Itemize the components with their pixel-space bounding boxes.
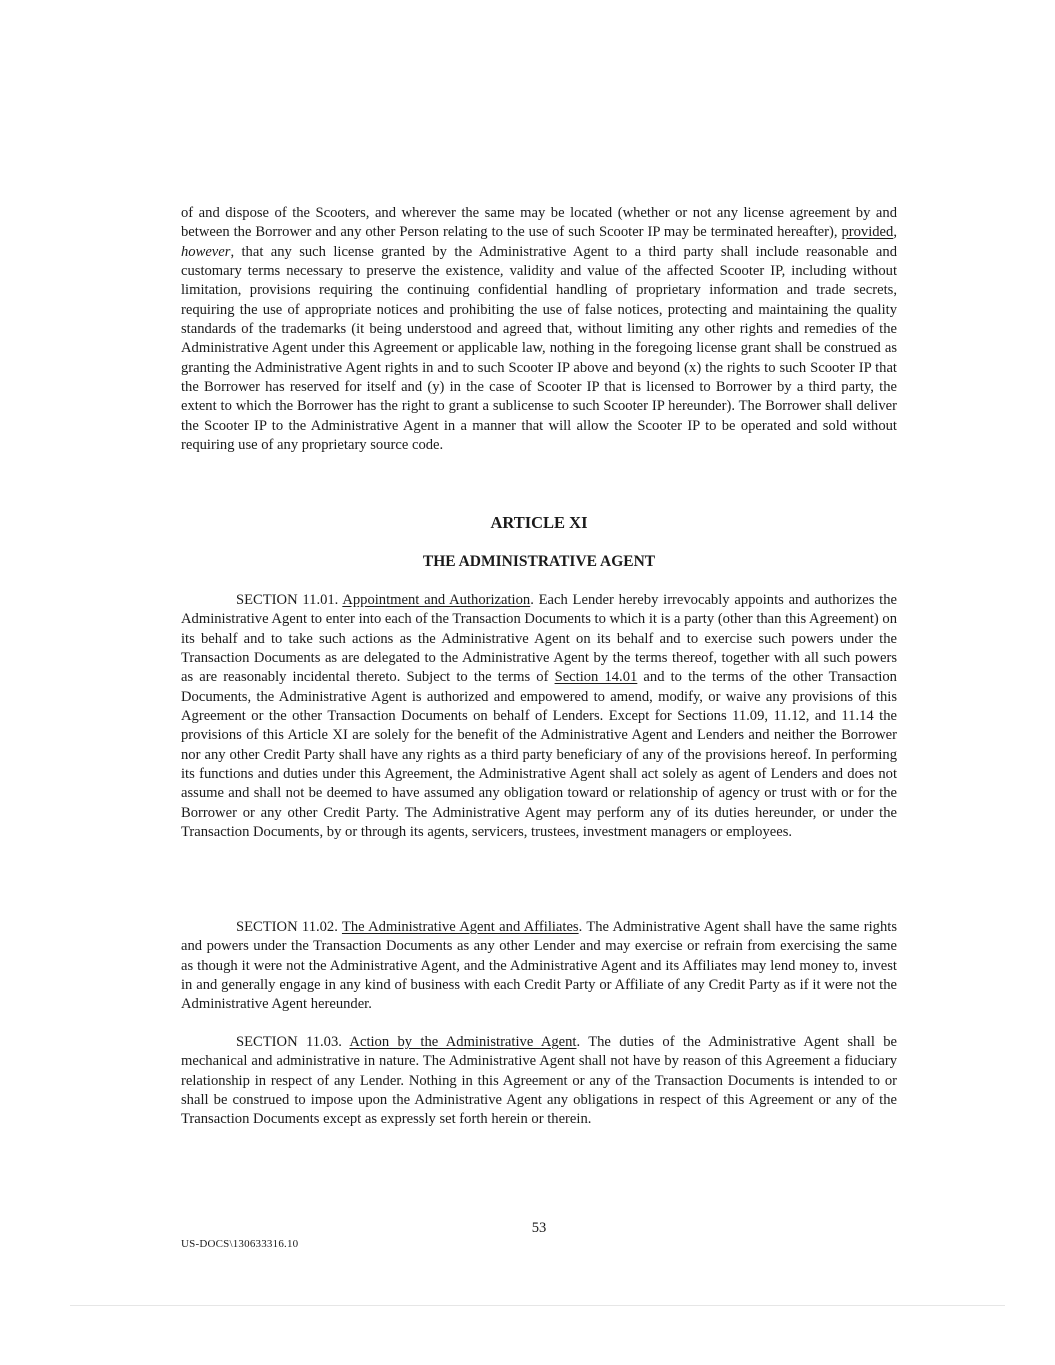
page-number: 53 [531, 1220, 547, 1236]
however-term: however [181, 243, 231, 260]
continuation-text-3: , that any such license granted by the Administrative Agent to a third party shall include reasonable and customary terms necessary to preserve the existence, validity and value of the affected Scooter IP, including without limitation, provisions requiring the continuing confidential handling of proprietary information and trade secrets, requiring the use of appropriate notices and prohibiting the use of false notices, protecting and maintaining the quality standards of the trademarks (it being understood and agreed that, without limiting any other rights and remedies of the Administrative Agent under this Agreement or applicable law, nothing in the foregoing license grant shall be construed as granting the Administrative Agent rights in and to such Scooter IP above and beyond (x) the rights to such Scooter IP that the Borrower has reserved for itself and (y) in the case of Scooter IP that is licensed to Borrower by a third party, the extent to which the Borrower has the right to grant a sublicense to such Scooter IP hereunder). The Borrower shall deliver the Scooter IP to the Administrative Agent in a manner that will allow the Scooter IP to be operated and sold without requiring use of any proprietary source code. [181, 243, 897, 454]
continuation-text-2: , [893, 224, 897, 241]
page-bottom-divider [70, 1305, 1005, 1306]
section-number: SECTION 11.01. [236, 592, 343, 608]
section-title: Appointment and Authorization [342, 592, 531, 608]
continuation-text-1: of and dispose of the Scooters, and wherever the same may be located (whether or not any license agreement by and between the Borrower and any other Person relating to the use of such Scooter IP may be terminated hereafter), [181, 205, 897, 241]
document-id: US-DOCS\130633316.10 [181, 1238, 299, 1250]
section-text: . The Administrative Agent shall have the same rights and powers under the Transaction Documents as any other Lender and may exercise or refrain from exercising the same as though it were not the Administrative Agent, and the Administrative Agent and its Affiliates may lend money to, invest in and generally engage in any kind of business with each Credit Party or Affiliate of any Credit Party as if it were not the Administrative Agent hereunder. [181, 919, 898, 1013]
continuation-paragraph [181, 204, 897, 455]
provided-term: provided [841, 224, 894, 241]
section-text-2: and to the terms of the other Transaction Documents, the Administrative Agent is authorized and empowered to amend, modify, or waive any provisions of this Agreement or the other Transaction Documents on behalf of Lenders. Except for Sections 11.09, 11.12, and 11.14 the provisions of this Article XI are solely for the benefit of the Administrative Agent and Lenders and neither the Borrower nor any other Credit Party shall have any rights as a third party beneficiary of any of the provisions hereof. In performing its functions and duties under this Agreement, the Administrative Agent shall act solely as agent of Lenders and does not assume and shall not be deemed to have assumed any obligation toward or relationship of agency or trust with or for the Borrower or any other Credit Party. The Administrative Agent may perform any of its duties hereunder, or under the Transaction Documents, by or through its agents, servicers, trustees, investment managers or employees. [181, 669, 897, 841]
section-text: . The duties of the Administrative Agent shall be mechanical and administrative in nature. The Administrative Agent shall not have by reason of this Agreement a fiduciary relationship in respect of any Lender. Nothing in this Agreement or any of the Transaction Documents is intended to or shall be construed to impose upon the Administrative Agent any obligations in respect of this Agreement or any of the Transaction Documents except as expressly set forth herein or therein. [181, 1034, 898, 1128]
section-number: SECTION 11.03. [236, 1034, 350, 1050]
section-11-03 [181, 1033, 897, 1130]
section-11-02 [181, 918, 897, 1015]
section-title: Action by the Administrative Agent [349, 1034, 577, 1050]
section-reference: Section 14.01 [554, 669, 638, 686]
section-title: The Administrative Agent and Affiliates [341, 919, 579, 935]
section-11-01 [181, 591, 897, 842]
article-subtitle: THE ADMINISTRATIVE AGENT [422, 553, 656, 570]
section-text-1: . Each Lender hereby irrevocably appoints and authorizes the Administrative Agent to enter into each of the Transaction Documents to which it is a party (other than this Agreement) on its behalf and to take such actions as the Administrative Agent on its behalf and to exercise such powers under the Transaction Documents as are delegated to the Administrative Agent by the terms thereof, together with all such powers as are reasonably incidental thereto. Subject to the terms of [181, 592, 897, 686]
article-title: ARTICLE XI [490, 513, 588, 532]
section-number: SECTION 11.02. [236, 919, 342, 935]
